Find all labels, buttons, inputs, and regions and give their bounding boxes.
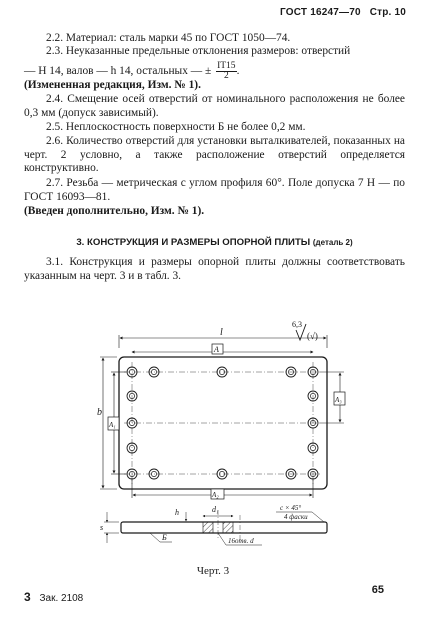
text-2-5: 2.5. Неплоскостность поверхности Б не более 0,2 мм. [46, 121, 306, 133]
fraction-denominator: 2 [223, 70, 229, 81]
text-edit-2: (Введен дополнительно, Изм. № 1). [24, 205, 205, 217]
centerlines [124, 362, 322, 484]
label-A: A [214, 345, 219, 354]
label-holes: 16отв. d [228, 537, 254, 545]
label-chamfer: c × 45° [280, 504, 302, 512]
roughness-value: 6,3 [292, 320, 302, 329]
footer-page-number: 65 [371, 584, 384, 596]
text-2-3-b: — Н 14, валов — h 14, остальных — ± [24, 64, 212, 77]
text-2-4: 2.4. Смещение осей отверстий от номинального расположения не более 0,3 мм (допуск зависимый). [24, 93, 405, 119]
label-A2: A₂ [212, 491, 219, 499]
text-2-2: 2.2. Материал: сталь марки 45 по ГОСТ 1050—74. [46, 32, 291, 44]
label-A3: A₃ [335, 396, 342, 404]
section-title: 3. КОНСТРУКЦИЯ И РАЗМЕРЫ ОПОРНОЙ ПЛИТЫ [76, 237, 311, 248]
dimension-A3 [320, 372, 345, 423]
footer-order: Зак. 2108 [39, 593, 84, 604]
label-B: Б [162, 533, 167, 542]
figure-caption: Черт. 3 [196, 565, 230, 577]
label-A1: A₁ [109, 421, 116, 429]
footer-number: 3 [24, 590, 31, 604]
dimension-A1 [108, 372, 126, 474]
text-2-7: 2.7. Резьба — метрическая с углом профиля 60°. Поле допуска 7 Н — по ГОСТ 16093—81. [24, 177, 405, 203]
footer-left [24, 590, 83, 604]
text-2-3-a: 2.3. Неуказанные предельные отклонения размеров: отверстий [46, 45, 351, 57]
label-l: l [220, 327, 223, 338]
text-2-6: 2.6. Количество отверстий для установки выталкивателей, показанных на черт. 2 условно, а также расположение отверстий определяется конструктивно. [24, 135, 405, 175]
label-d1: d₁ [212, 505, 219, 514]
standard-number: ГОСТ 16247—70 [280, 7, 361, 18]
label-s: s [100, 523, 104, 532]
label-h: h [175, 508, 179, 517]
label-chamfer-note: 4 фаски [284, 513, 308, 521]
fraction-numerator: IT15 [217, 60, 236, 71]
side-section-view [100, 504, 327, 545]
text-edit-1: (Измененная редакция, Изм. № 1). [24, 79, 201, 91]
dimension-A [132, 344, 313, 354]
section-part: (деталь 2) [312, 238, 353, 247]
roughness-alt: (√) [307, 331, 318, 341]
text-3-1: 3.1. Конструкция и размеры опорной плиты должны соответствовать указанным на черт. 3 и в табл. 3. [24, 256, 405, 282]
page-label: Стр. 10 [369, 7, 406, 18]
clause-2-3: 2.3. Неуказанные предельные отклонения размеров: отверстий — Н 14, валов — h 14, остальных — ± $\frac{IT15}{2}$ . [24, 45, 405, 81]
label-b: b [97, 407, 102, 418]
